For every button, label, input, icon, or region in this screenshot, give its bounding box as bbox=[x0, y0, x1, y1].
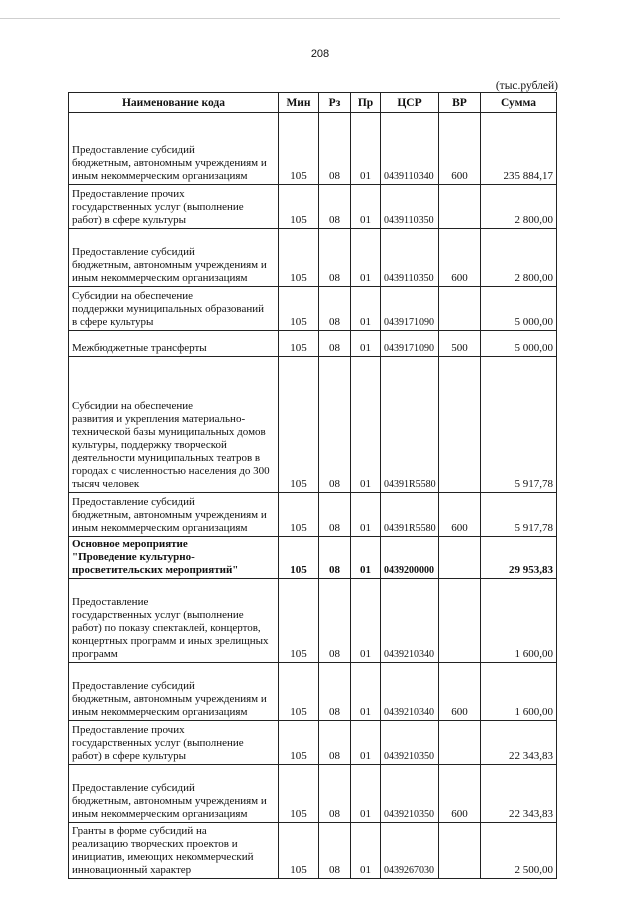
row-csr: 0439267030 bbox=[381, 823, 439, 879]
row-csr: 0439210340 bbox=[381, 663, 439, 721]
row-min: 105 bbox=[279, 721, 319, 765]
row-csr: 0439210350 bbox=[381, 765, 439, 823]
row-pr: 01 bbox=[351, 229, 381, 287]
table-row bbox=[69, 823, 557, 879]
header-csr: ЦСР bbox=[381, 93, 439, 113]
table-row bbox=[69, 331, 557, 357]
row-vr bbox=[439, 537, 481, 579]
row-min: 105 bbox=[279, 113, 319, 185]
row-rz: 08 bbox=[319, 823, 351, 879]
row-vr bbox=[439, 823, 481, 879]
budget-table bbox=[68, 92, 557, 879]
row-sum: 5 000,00 bbox=[481, 287, 557, 331]
row-csr: 0439171090 bbox=[381, 331, 439, 357]
row-sum: 29 953,83 bbox=[481, 537, 557, 579]
row-name: Предоставление субсидий бюджетным, автономным учреждениям и иным некоммерческим организациям bbox=[69, 229, 279, 287]
row-pr: 01 bbox=[351, 765, 381, 823]
row-sum: 2 800,00 bbox=[481, 229, 557, 287]
row-csr: 0439210340 bbox=[381, 579, 439, 663]
row-sum: 5 000,00 bbox=[481, 331, 557, 357]
row-csr: 0439110340 bbox=[381, 113, 439, 185]
row-vr: 600 bbox=[439, 229, 481, 287]
row-pr: 01 bbox=[351, 579, 381, 663]
row-name: Предоставление субсидий бюджетным, автономным учреждениям и иным некоммерческим организациям bbox=[69, 765, 279, 823]
row-name: Межбюджетные трансферты bbox=[69, 331, 279, 357]
row-min: 105 bbox=[279, 537, 319, 579]
table-row bbox=[69, 113, 557, 185]
row-name: Субсидии на обеспечение развития и укрепления материально- технической базы муниципальных домов культуры, поддержку творческой деятельности муниципальных театров в городах с численностью населения до 300 тысяч человек bbox=[69, 357, 279, 493]
table-row bbox=[69, 357, 557, 493]
row-rz: 08 bbox=[319, 185, 351, 229]
row-rz: 08 bbox=[319, 537, 351, 579]
header-vr: ВР bbox=[439, 93, 481, 113]
row-rz: 08 bbox=[319, 765, 351, 823]
row-csr: 0439210350 bbox=[381, 721, 439, 765]
row-pr: 01 bbox=[351, 537, 381, 579]
row-vr bbox=[439, 721, 481, 765]
row-min: 105 bbox=[279, 493, 319, 537]
row-name: Субсидии на обеспечение поддержки муниципальных образований в сфере культуры bbox=[69, 287, 279, 331]
row-name: Основное мероприятие "Проведение культурно- просветительских мероприятий" bbox=[69, 537, 279, 579]
row-vr: 500 bbox=[439, 331, 481, 357]
row-min: 105 bbox=[279, 287, 319, 331]
header-rz: Рз bbox=[319, 93, 351, 113]
row-csr: 0439200000 bbox=[381, 537, 439, 579]
row-vr bbox=[439, 185, 481, 229]
row-csr: 04391R5580 bbox=[381, 357, 439, 493]
header-row bbox=[69, 93, 557, 113]
row-min: 105 bbox=[279, 331, 319, 357]
row-min: 105 bbox=[279, 663, 319, 721]
row-min: 105 bbox=[279, 185, 319, 229]
row-name: Предоставление субсидий бюджетным, автономным учреждениям и иным некоммерческим организациям bbox=[69, 493, 279, 537]
row-sum: 22 343,83 bbox=[481, 721, 557, 765]
row-name: Предоставление государственных услуг (выполнение работ) по показу спектаклей, концертов, концертных программ и иных зрелищных программ bbox=[69, 579, 279, 663]
table-row bbox=[69, 721, 557, 765]
row-min: 105 bbox=[279, 765, 319, 823]
row-name: Гранты в форме субсидий на реализацию творческих проектов и инициатив, имеющих некоммерческий инновационный характер bbox=[69, 823, 279, 879]
table-row bbox=[69, 229, 557, 287]
row-rz: 08 bbox=[319, 287, 351, 331]
row-pr: 01 bbox=[351, 331, 381, 357]
row-vr: 600 bbox=[439, 663, 481, 721]
row-rz: 08 bbox=[319, 493, 351, 537]
table-row bbox=[69, 663, 557, 721]
table-row bbox=[69, 537, 557, 579]
row-csr: 0439171090 bbox=[381, 287, 439, 331]
table-row bbox=[69, 185, 557, 229]
row-vr bbox=[439, 579, 481, 663]
header-min: Мин bbox=[279, 93, 319, 113]
row-csr: 04391R5580 bbox=[381, 493, 439, 537]
row-rz: 08 bbox=[319, 721, 351, 765]
row-name: Предоставление прочих государственных услуг (выполнение работ) в сфере культуры bbox=[69, 185, 279, 229]
page-number: 208 bbox=[310, 48, 330, 60]
row-rz: 08 bbox=[319, 113, 351, 185]
row-min: 105 bbox=[279, 579, 319, 663]
row-csr: 0439110350 bbox=[381, 229, 439, 287]
row-pr: 01 bbox=[351, 663, 381, 721]
row-pr: 01 bbox=[351, 287, 381, 331]
row-vr bbox=[439, 357, 481, 493]
row-pr: 01 bbox=[351, 357, 381, 493]
header-name: Наименование кода bbox=[69, 93, 279, 113]
row-pr: 01 bbox=[351, 823, 381, 879]
table-body bbox=[69, 113, 557, 879]
row-vr: 600 bbox=[439, 493, 481, 537]
row-sum: 5 917,78 bbox=[481, 357, 557, 493]
table-row bbox=[69, 579, 557, 663]
row-sum: 2 800,00 bbox=[481, 185, 557, 229]
row-rz: 08 bbox=[319, 229, 351, 287]
row-vr: 600 bbox=[439, 113, 481, 185]
row-sum: 22 343,83 bbox=[481, 765, 557, 823]
row-pr: 01 bbox=[351, 493, 381, 537]
row-rz: 08 bbox=[319, 579, 351, 663]
top-rule bbox=[0, 18, 560, 19]
units-note: (тыс.рублей) bbox=[495, 80, 558, 92]
row-sum: 5 917,78 bbox=[481, 493, 557, 537]
row-sum: 1 600,00 bbox=[481, 663, 557, 721]
row-csr: 0439110350 bbox=[381, 185, 439, 229]
row-sum: 2 500,00 bbox=[481, 823, 557, 879]
row-vr bbox=[439, 287, 481, 331]
row-name: Предоставление прочих государственных услуг (выполнение работ) в сфере культуры bbox=[69, 721, 279, 765]
row-min: 105 bbox=[279, 823, 319, 879]
table-row bbox=[69, 493, 557, 537]
row-rz: 08 bbox=[319, 663, 351, 721]
header-sum: Сумма bbox=[481, 93, 557, 113]
header-pr: Пр bbox=[351, 93, 381, 113]
row-pr: 01 bbox=[351, 113, 381, 185]
row-sum: 1 600,00 bbox=[481, 579, 557, 663]
row-min: 105 bbox=[279, 229, 319, 287]
row-rz: 08 bbox=[319, 357, 351, 493]
row-rz: 08 bbox=[319, 331, 351, 357]
row-min: 105 bbox=[279, 357, 319, 493]
row-pr: 01 bbox=[351, 185, 381, 229]
table-row bbox=[69, 287, 557, 331]
row-name: Предоставление субсидий бюджетным, автономным учреждениям и иным некоммерческим организациям bbox=[69, 113, 279, 185]
row-vr: 600 bbox=[439, 765, 481, 823]
row-pr: 01 bbox=[351, 721, 381, 765]
row-name: Предоставление субсидий бюджетным, автономным учреждениям и иным некоммерческим организациям bbox=[69, 663, 279, 721]
row-sum: 235 884,17 bbox=[481, 113, 557, 185]
table-row bbox=[69, 765, 557, 823]
